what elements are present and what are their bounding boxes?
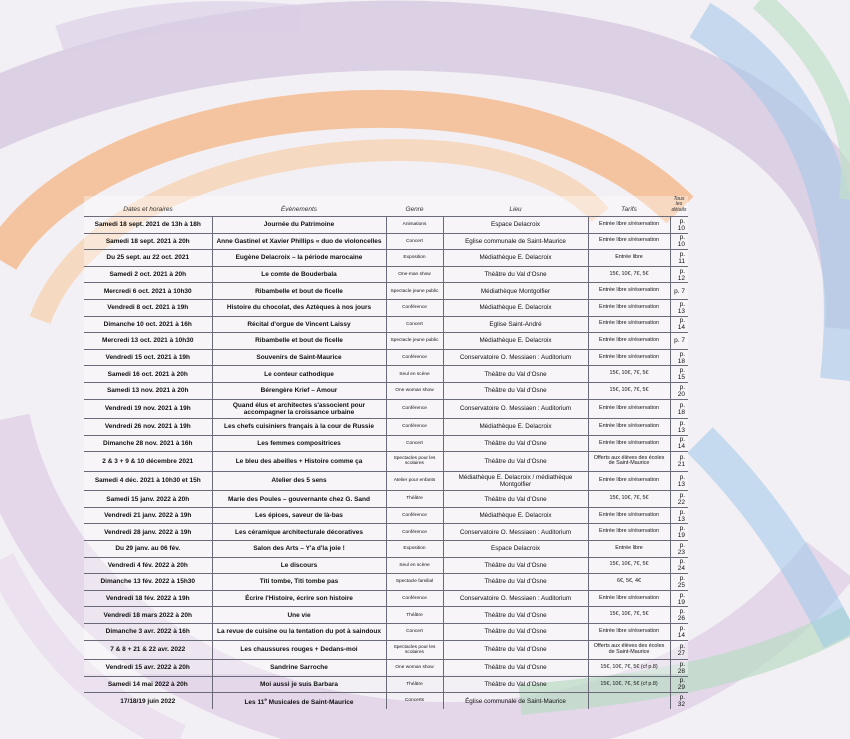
table-row	[84, 316, 688, 333]
cell-lieu: Théâtre du Val d'Osne	[443, 382, 588, 399]
cell-date: Samedi 14 mai 2022 à 20h	[84, 676, 212, 693]
cell-event: Atelier des 5 sens	[212, 471, 386, 491]
cell-genre: Conférence	[386, 299, 443, 316]
cell-date: Mercredi 6 oct. 2021 à 10h30	[84, 283, 212, 300]
table-row	[84, 524, 688, 541]
cell-lieu: Médiathèque E. Delacroix	[443, 250, 588, 267]
cell-tarif: Entrée libre s/réservation	[588, 217, 670, 234]
header-tarif: Tarifs	[621, 206, 637, 213]
cell-event: Quand élus et architectes s'associent pour accompagner la croissance urbaine	[212, 399, 386, 419]
cell-genre: Concert	[386, 316, 443, 333]
cell-genre: Seul en scène	[386, 366, 443, 383]
cell-event: Marie des Poules – gouvernante chez G. Sand	[212, 491, 386, 508]
cell-genre: Concert	[386, 435, 443, 452]
table-row	[84, 676, 688, 693]
cell-page: p. 32	[670, 693, 688, 709]
cell-event: Le discours	[212, 557, 386, 574]
cell-lieu: Théâtre du Val d'Osne	[443, 574, 588, 591]
table-row	[84, 283, 688, 300]
cell-event: Souvenirs de Saint-Maurice	[212, 349, 386, 366]
cell-date: 7 & 8 + 21 & 22 avr. 2022	[84, 640, 212, 660]
cell-date: Samedi 16 oct. 2021 à 20h	[84, 366, 212, 383]
cell-lieu: Théâtre du Val d'Osne	[443, 452, 588, 472]
cell-date: Vendredi 21 janv. 2022 à 19h	[84, 507, 212, 524]
cell-lieu: Conservatoire O. Messiaen : Auditorium	[443, 524, 588, 541]
cell-event: Bérengère Krief – Amour	[212, 382, 386, 399]
cell-page: p. 20	[670, 382, 688, 399]
cell-genre: Atelier pour enfants	[386, 471, 443, 491]
cell-genre: Conférence	[386, 507, 443, 524]
cell-event: Écrire l'Histoire, écrire son histoire	[212, 590, 386, 607]
table-row	[84, 491, 688, 508]
cell-page: p. 7	[670, 283, 688, 300]
cell-lieu: Théâtre du Val d'Osne	[443, 640, 588, 660]
cell-tarif: 15€, 10€, 7€, 5€	[588, 382, 670, 399]
table-row	[84, 217, 688, 234]
cell-event: Le conteur cathodique	[212, 366, 386, 383]
cell-date: Samedi 18 sept. 2021 de 13h à 18h	[84, 217, 212, 234]
table-body	[84, 217, 688, 709]
cell-page: p. 25	[670, 574, 688, 591]
cell-genre: Spectacles pour les scolaires	[386, 640, 443, 660]
cell-genre: Exposition	[386, 541, 443, 558]
cell-page: p. 15	[670, 366, 688, 383]
cell-event: Salon des Arts – Y'a d'la joie !	[212, 541, 386, 558]
cell-tarif: Entrée libre s/réservation	[588, 349, 670, 366]
cell-date: Du 29 janv. au 06 fév.	[84, 541, 212, 558]
cell-lieu: Eglise communale de Saint-Maurice	[443, 233, 588, 250]
cell-date: Dimanche 3 avr. 2022 à 16h	[84, 623, 212, 640]
table-row	[84, 557, 688, 574]
table-row	[84, 382, 688, 399]
cell-lieu: Théâtre du Val d'Osne	[443, 623, 588, 640]
header-event: Évènements	[280, 206, 318, 213]
table-row	[84, 471, 688, 491]
cell-page: p. 29	[670, 676, 688, 693]
table-row	[84, 607, 688, 624]
cell-event: Les chefs cuisiniers français à la cour de Russie	[212, 419, 386, 436]
cell-lieu: Conservatoire O. Messiaen : Auditorium	[443, 349, 588, 366]
cell-page: p. 12	[670, 266, 688, 283]
cell-page: p. 22	[670, 491, 688, 508]
cell-page: p. 13	[670, 471, 688, 491]
cell-genre: One woman show	[386, 660, 443, 677]
table-header-row	[84, 196, 688, 217]
cell-date: Vendredi 15 avr. 2022 à 20h	[84, 660, 212, 677]
cell-page: p. 18	[670, 349, 688, 366]
cell-date: Dimanche 10 oct. 2021 à 16h	[84, 316, 212, 333]
cell-page: p. 11	[670, 250, 688, 267]
cell-event: Le bleu des abeilles + Histoire comme ça	[212, 452, 386, 472]
cell-event: Récital d'orgue de Vincent Laissy	[212, 316, 386, 333]
cell-lieu: Théâtre du Val d'Osne	[443, 660, 588, 677]
cell-tarif: 15€, 10€, 7€, 5€	[588, 557, 670, 574]
table-row	[84, 266, 688, 283]
cell-genre: Conférence	[386, 349, 443, 366]
cell-genre: Théâtre	[386, 607, 443, 624]
event-text: Les 11	[244, 699, 265, 707]
cell-lieu: Théâtre du Val d'Osne	[443, 366, 588, 383]
cell-lieu: Conservatoire O. Messiaen : Auditorium	[443, 590, 588, 607]
header-lieu: Lieu	[509, 206, 522, 213]
table-row	[84, 419, 688, 436]
program-table	[84, 196, 688, 709]
cell-lieu: Église communale de Saint-Maurice	[443, 693, 588, 709]
cell-page: p. 14	[670, 435, 688, 452]
cell-event: Ribambelle et bout de ficelle	[212, 283, 386, 300]
cell-tarif: Entrée libre s/réservation	[588, 590, 670, 607]
cell-tarif: 15€, 10€, 7€, 5€ (cf p.8)	[588, 660, 670, 677]
cell-date: Vendredi 4 fév. 2022 à 20h	[84, 557, 212, 574]
cell-lieu: Eglise Saint-André	[443, 316, 588, 333]
cell-date: Samedi 4 déc. 2021 à 10h30 et 15h	[84, 471, 212, 491]
cell-page: p. 13	[670, 507, 688, 524]
cell-page: p. 10	[670, 233, 688, 250]
cell-event: Anne Gastinel et Xavier Phillips « duo de violoncelles	[212, 233, 386, 250]
cell-genre: Spectacles pour les scolaires	[386, 452, 443, 472]
cell-date: Samedi 15 janv. 2022 à 20h	[84, 491, 212, 508]
cell-date: Samedi 18 sept. 2021 à 20h	[84, 233, 212, 250]
cell-date: Dimanche 13 fév. 2022 à 15h30	[84, 574, 212, 591]
cell-date: Vendredi 28 janv. 2022 à 19h	[84, 524, 212, 541]
cell-date: Vendredi 15 oct. 2021 à 19h	[84, 349, 212, 366]
table-row	[84, 574, 688, 591]
cell-genre: Théâtre	[386, 491, 443, 508]
cell-tarif: 6€, 5€, 4€	[588, 574, 670, 591]
cell-page: p. 14	[670, 316, 688, 333]
cell-lieu: Conservatoire O. Messiaen : Auditorium	[443, 399, 588, 419]
cell-event: Les céramique architecturale décoratives	[212, 524, 386, 541]
cell-lieu: Théâtre du Val d'Osne	[443, 676, 588, 693]
cell-event: Les chaussures rouges + Dedans-moi	[212, 640, 386, 660]
cell-tarif: Entrée libre s/réservation	[588, 507, 670, 524]
cell-genre: Spectacle familial	[386, 574, 443, 591]
cell-page: p. 26	[670, 607, 688, 624]
cell-date: 17/18/19 juin 2022	[84, 693, 212, 709]
cell-genre: Théâtre	[386, 676, 443, 693]
cell-date: Vendredi 18 mars 2022 à 20h	[84, 607, 212, 624]
table-row	[84, 660, 688, 677]
cell-tarif: Entrée libre s/réservation	[588, 399, 670, 419]
cell-page: p. 23	[670, 541, 688, 558]
cell-tarif: Entrée libre	[588, 250, 670, 267]
table-row	[84, 349, 688, 366]
cell-lieu: Médiathèque Montgolfier	[443, 283, 588, 300]
cell-page: p. 19	[670, 524, 688, 541]
table-row	[84, 640, 688, 660]
cell-event: Les femmes compositrices	[212, 435, 386, 452]
table-row	[84, 590, 688, 607]
table-row	[84, 507, 688, 524]
cell-tarif: 15€, 10€, 7€, 5€	[588, 607, 670, 624]
cell-genre: Concert	[386, 233, 443, 250]
cell-tarif: Entrée libre s/réservation	[588, 471, 670, 491]
event-superscript: e	[264, 696, 267, 702]
cell-page: p. 7	[670, 333, 688, 350]
table-row	[84, 435, 688, 452]
cell-lieu: Médiathèque E. Delacroix / médiathèque Montgolfier	[443, 471, 588, 491]
cell-genre: Conférence	[386, 419, 443, 436]
cell-genre: Conférence	[386, 399, 443, 419]
cell-date: Vendredi 26 nov. 2021 à 19h	[84, 419, 212, 436]
header-genre: Genre	[405, 206, 424, 213]
cell-event: Les épices, saveur de là-bas	[212, 507, 386, 524]
cell-date: Mercredi 13 oct. 2021 à 10h30	[84, 333, 212, 350]
cell-tarif: Offerts aux élèves des écoles de Saint-Maurice	[588, 452, 670, 472]
cell-genre: Conférence	[386, 524, 443, 541]
cell-page: p. 27	[670, 640, 688, 660]
cell-page: p. 21	[670, 452, 688, 472]
cell-event: Moi aussi je suis Barbara	[212, 676, 386, 693]
table-row	[84, 693, 688, 709]
cell-genre: Concert	[386, 623, 443, 640]
cell-tarif: Offerts aux élèves des écoles de Saint-Maurice	[588, 640, 670, 660]
cell-date: Du 25 sept. au 22 oct. 2021	[84, 250, 212, 267]
cell-tarif: 15€, 10€, 7€, 5€	[588, 266, 670, 283]
cell-event: Sandrine Sarroche	[212, 660, 386, 677]
cell-tarif: Entrée libre s/réservation	[588, 333, 670, 350]
header-date: Dates et horaires	[123, 206, 173, 213]
cell-tarif: Entrée libre s/réservation	[588, 623, 670, 640]
cell-lieu: Médiathèque E. Delacroix	[443, 419, 588, 436]
cell-event: Journée du Patrimoine	[212, 217, 386, 234]
table-row	[84, 233, 688, 250]
cell-date: Dimanche 28 nov. 2021 à 16h	[84, 435, 212, 452]
cell-lieu: Médiathèque E. Delacroix	[443, 507, 588, 524]
cell-tarif: Entrée libre s/réservation	[588, 283, 670, 300]
table-row	[84, 623, 688, 640]
cell-page: p. 10	[670, 217, 688, 234]
cell-page: p. 13	[670, 419, 688, 436]
cell-tarif: Entrée libre	[588, 541, 670, 558]
cell-genre: One woman show	[386, 382, 443, 399]
table-row	[84, 299, 688, 316]
cell-tarif: Entrée libre s/réservation	[588, 299, 670, 316]
event-text: Musicales de Saint-Maurice	[266, 699, 354, 707]
cell-date: 2 & 3 + 9 & 10 décembre 2021	[84, 452, 212, 472]
cell-genre: Spectacle jeune public	[386, 333, 443, 350]
cell-event: La revue de cuisine ou la tentation du pot à saindoux	[212, 623, 386, 640]
cell-tarif: Entrée libre s/réservation	[588, 233, 670, 250]
cell-genre: Concerts	[386, 693, 443, 709]
cell-lieu: Espace Delacroix	[443, 541, 588, 558]
cell-page: p. 28	[670, 660, 688, 677]
cell-date: Vendredi 8 oct. 2021 à 19h	[84, 299, 212, 316]
cell-event: Une vie	[212, 607, 386, 624]
table-row	[84, 399, 688, 419]
cell-lieu: Médiathèque E. Delacroix	[443, 299, 588, 316]
cell-page: p. 14	[670, 623, 688, 640]
cell-page: p. 19	[670, 590, 688, 607]
cell-tarif	[588, 693, 670, 709]
cell-event: Eugène Delacroix – la période marocaine	[212, 250, 386, 267]
program-table-container	[84, 196, 688, 709]
cell-lieu: Théâtre du Val d'Osne	[443, 491, 588, 508]
table-row	[84, 366, 688, 383]
cell-tarif: 15€, 10€, 7€, 5€	[588, 491, 670, 508]
cell-event: Titi tombe, Titi tombe pas	[212, 574, 386, 591]
cell-event: Ribambelle et bout de ficelle	[212, 333, 386, 350]
cell-date: Samedi 2 oct. 2021 à 20h	[84, 266, 212, 283]
cell-date: Samedi 13 nov. 2021 à 20h	[84, 382, 212, 399]
cell-page: p. 24	[670, 557, 688, 574]
cell-genre: Exposition	[386, 250, 443, 267]
table-row	[84, 333, 688, 350]
cell-page: p. 18	[670, 399, 688, 419]
cell-genre: One-man show	[386, 266, 443, 283]
table-row	[84, 250, 688, 267]
cell-lieu: Médiathèque E. Delacroix	[443, 333, 588, 350]
cell-date: Vendredi 18 fév. 2022 à 19h	[84, 590, 212, 607]
table-row	[84, 452, 688, 472]
cell-tarif: Entrée libre s/réservation	[588, 316, 670, 333]
table-row	[84, 541, 688, 558]
cell-event: Le comte de Bouderbala	[212, 266, 386, 283]
cell-lieu: Théâtre du Val d'Osne	[443, 607, 588, 624]
cell-tarif: Entrée libre s/réservation	[588, 419, 670, 436]
cell-lieu: Théâtre du Val d'Osne	[443, 266, 588, 283]
cell-page: p. 13	[670, 299, 688, 316]
cell-genre: Conférence	[386, 590, 443, 607]
cell-lieu: Théâtre du Val d'Osne	[443, 435, 588, 452]
cell-lieu: Théâtre du Val d'Osne	[443, 557, 588, 574]
cell-tarif: Entrée libre s/réservation	[588, 435, 670, 452]
header-details: Tous les détails	[671, 195, 687, 213]
cell-genre: Spectacle jeune public	[386, 283, 443, 300]
cell-genre: Seul en scène	[386, 557, 443, 574]
cell-genre: Animations	[386, 217, 443, 234]
cell-lieu: Espace Delacroix	[443, 217, 588, 234]
cell-tarif: 15€, 10€, 7€, 5€ (cf p.8)	[588, 676, 670, 693]
cell-event	[212, 693, 386, 709]
cell-tarif: Entrée libre s/réservation	[588, 524, 670, 541]
cell-event: Histoire du chocolat, des Aztèques à nos jours	[212, 299, 386, 316]
cell-date: Vendredi 19 nov. 2021 à 19h	[84, 399, 212, 419]
cell-tarif: 15€, 10€, 7€, 5€	[588, 366, 670, 383]
